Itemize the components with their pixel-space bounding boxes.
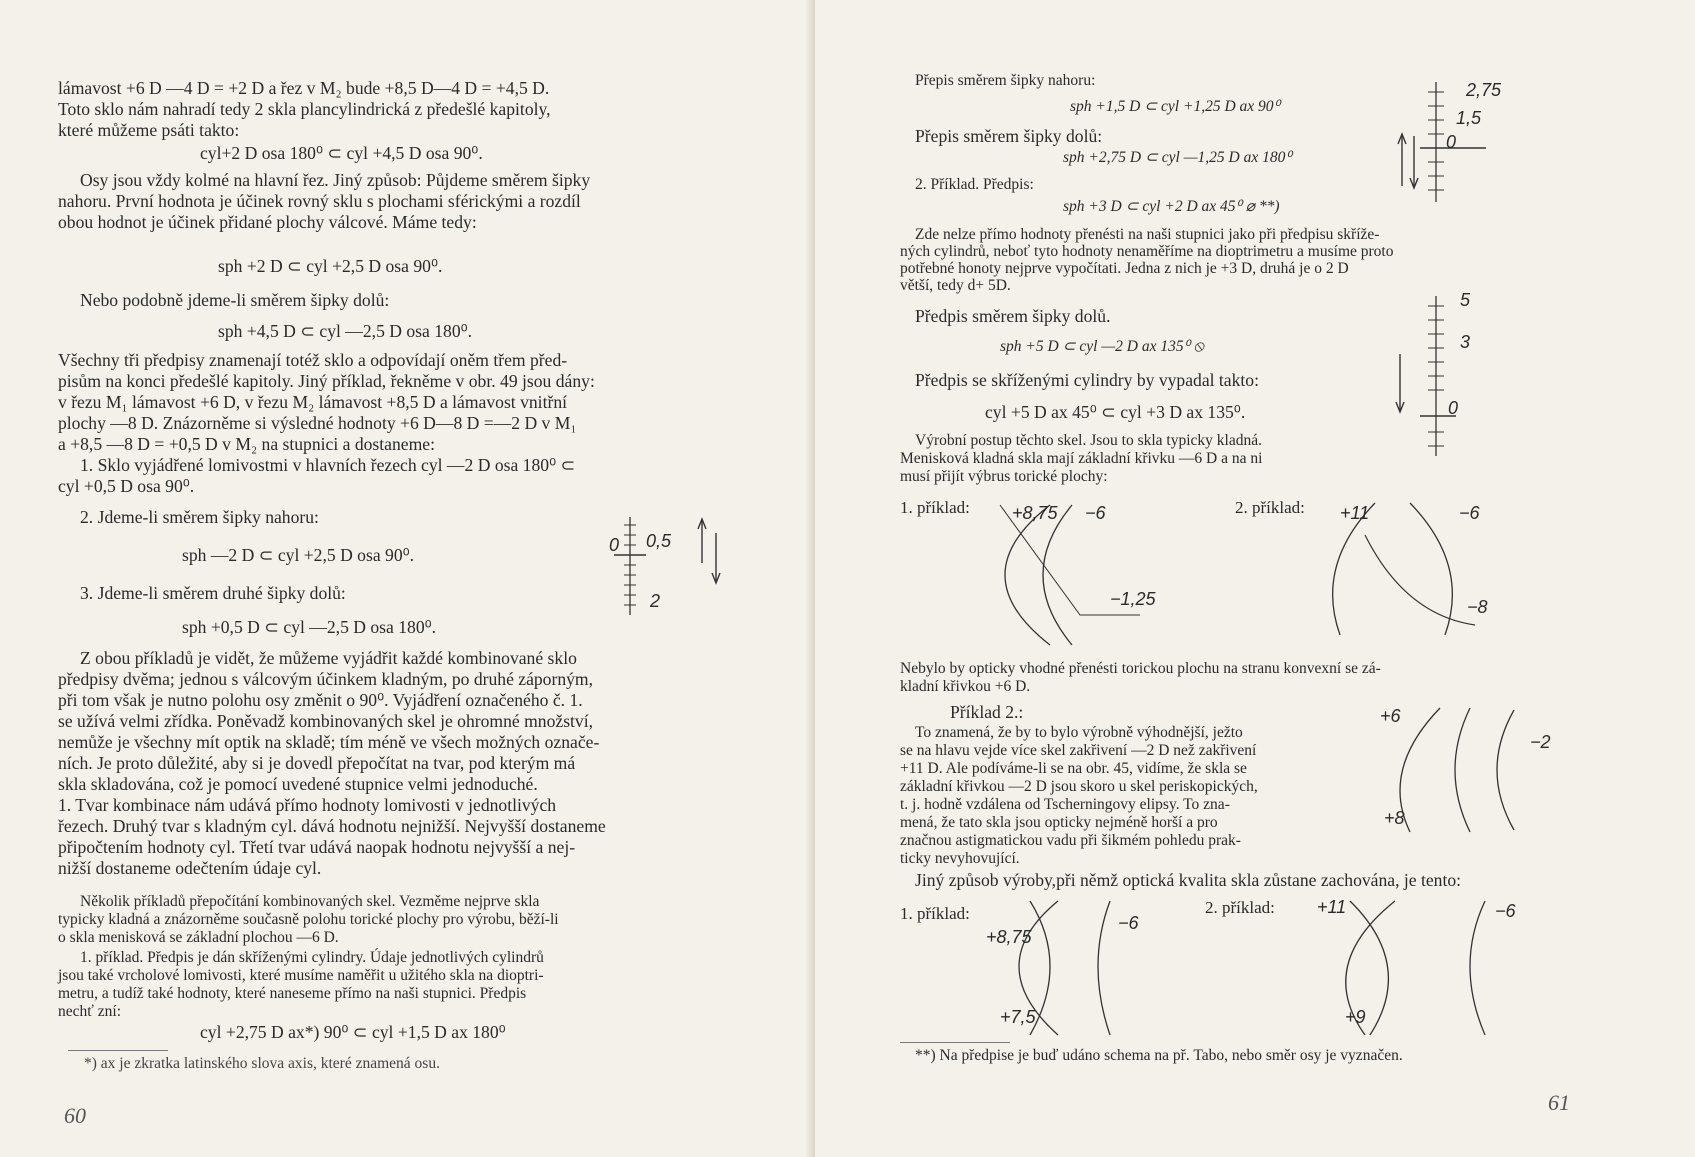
curve-label: +8,75 xyxy=(1012,503,1058,523)
text-line: Nebo podobně jdeme-li směrem šipky dolů: xyxy=(80,290,390,310)
scale-label-upper: 0,5 xyxy=(646,531,672,551)
text-line: se na hlavu vejde více skel zakřivení —2 D než zakřivení xyxy=(900,742,1257,759)
text-line: 2. Jdeme-li směrem šipky nahoru: xyxy=(80,507,319,527)
formula: cyl +2,75 D ax*) 90⁰ ⊂ cyl +1,5 D ax 180⁰ xyxy=(200,1022,506,1042)
text-line: jsou také vrcholové lomivosti, které musíme naměřit u užitého skla na dioptri- xyxy=(58,967,544,984)
text-line: se užívá velmi zřídka. Poněvadž kombinovaných skel je ohromné množství, xyxy=(58,711,594,731)
text-line: ticky nevyhovující. xyxy=(900,850,1020,867)
text-line: Jiný způsob výroby,při němž optická kvalita skla zůstane zachována, je tento: xyxy=(915,870,1462,890)
right-page xyxy=(815,0,1695,1157)
text-line: Všechny tři předpisy znamenají totéž sklo a odpovídají oněm třem před- xyxy=(58,350,568,370)
scale-label: 3 xyxy=(1460,332,1471,352)
text-line: které můžeme psáti takto: xyxy=(58,120,240,140)
formula: sph +2 D ⊂ cyl +2,5 D osa 90⁰. xyxy=(218,256,443,276)
footnote-separator xyxy=(68,1050,168,1051)
formula: sph +1,5 D ⊂ cyl +1,25 D ax 90⁰ xyxy=(1070,98,1280,115)
page-number: 61 xyxy=(1548,1090,1570,1115)
scale-label-lower: 2 xyxy=(650,591,661,611)
formula: cyl+2 D osa 180⁰ ⊂ cyl +4,5 D osa 90⁰. xyxy=(200,143,483,163)
formula: sph +4,5 D ⊂ cyl —2,5 D osa 180⁰. xyxy=(218,321,473,341)
text-line: typicky kladná a znázorněme současně polohu torické plochy pro výrobu, běží-li xyxy=(58,911,559,928)
text-line: značnou astigmatickou vadu při šikmém pohledu prak- xyxy=(900,832,1241,849)
text-line: pisům na konci předešlé kapitoly. Jiný příklad, řekněme v obr. 49 jsou dány: xyxy=(58,371,595,391)
text-line: ních. Je proto důležité, aby si je dovedl přepočítat na tvar, pod kterým má xyxy=(58,753,576,773)
lens-diagram xyxy=(1380,700,1560,840)
text-line: Toto sklo nám nahradí tedy 2 skla plancylindrická z předešlé kapitoly, xyxy=(58,99,551,119)
formula: sph +5 D ⊂ cyl —2 D ax 135⁰ ⦸ xyxy=(1000,338,1204,355)
curve-label: −6 xyxy=(1085,503,1106,523)
footnote: *) ax je zkratka latinského slova axis, které znamená osu. xyxy=(84,1055,440,1072)
text-line: +11 D. Ale podíváme-li se na obr. 45, vidíme, že skla se xyxy=(900,760,1247,777)
curve-label: +8,75 xyxy=(986,927,1032,947)
figure-label: 2. příklad: xyxy=(1205,898,1275,917)
curve-label: +11 xyxy=(1340,503,1370,523)
curve-label: +8 xyxy=(1384,808,1405,828)
text-line: musí přijít výbrus torické plochy: xyxy=(900,468,1108,485)
curve-label: −8 xyxy=(1467,597,1488,617)
text-line: 1. Tvar kombinace nám udává přímo hodnoty lomivosti v jednotlivých xyxy=(58,795,557,815)
text-line: Menisková kladná skla mají základní křivku —6 D a na ni xyxy=(900,450,1263,467)
text-line: To znamená, že by to bylo výrobně výhodnější, ježto xyxy=(915,724,1243,741)
scale-label: 0 xyxy=(1446,132,1457,152)
text-line: a +8,5 —8 D = +0,5 D v M₂ na stupnici a dostaneme: xyxy=(58,434,435,454)
text-line: plochy —8 D. Znázorněme si výsledné hodnoty +6 D—8 D =—2 D v M₁ xyxy=(58,413,577,433)
formula: sph —2 D ⊂ cyl +2,5 D osa 90⁰. xyxy=(182,545,415,565)
text-line: skla skladována, což je pomocí uvedené stupnice velmi jednoduché. xyxy=(58,774,538,794)
lens-diagram xyxy=(1235,495,1555,645)
text-line: Přepis směrem šipky dolů: xyxy=(915,126,1103,146)
text-line: mená, že tato skla jsou opticky nejméně horší a pro xyxy=(900,814,1218,831)
figure-label: 2. příklad: xyxy=(1235,498,1305,517)
curve-label: +7,5 xyxy=(1000,1007,1036,1027)
dioptric-scale-figure xyxy=(600,515,740,625)
text-line: Nebylo by opticky vhodné přenésti torickou plochu na stranu konvexní se zá- xyxy=(900,660,1381,677)
text-line: potřebné honoty nejprve vypočítati. Jedna z nich je +3 D, druhá je o 2 D xyxy=(900,260,1349,277)
formula: sph +3 D ⊂ cyl +2 D ax 45⁰ ⌀ **) xyxy=(1063,198,1280,215)
text-line: Osy jsou vždy kolmé na hlavní řez. Jiný způsob: Půjdeme směrem šipky xyxy=(80,170,591,190)
curve-label: −6 xyxy=(1459,503,1480,523)
lens-diagram xyxy=(900,895,1200,1040)
dioptric-scale-figure xyxy=(1390,78,1530,208)
text-line: ných cylindrů, neboť tyto hodnoty nenaměříme na dioptrimetru a musíme proto xyxy=(900,243,1394,260)
text-line: Příklad 2.: xyxy=(950,702,1024,722)
scale-label-top: 0 xyxy=(608,535,620,555)
text-line: předpisy dvěma; jednou s válcovým účinkem kladným, po druhé záporným, xyxy=(58,669,594,689)
text-line: Výrobní postup těchto skel. Jsou to skla typicky kladná. xyxy=(915,432,1262,449)
figure-label: 1. příklad: xyxy=(900,904,970,923)
scale-label: 5 xyxy=(1460,290,1471,310)
formula: sph +2,75 D ⊂ cyl —1,25 D ax 180⁰ xyxy=(1063,149,1292,166)
text-line: 3. Jdeme-li směrem druhé šipky dolů: xyxy=(80,583,346,603)
page-number: 60 xyxy=(64,1103,86,1128)
text-line: Zde nelze přímo hodnoty přenésti na naši stupnici jako při předpisu skříže- xyxy=(915,226,1380,243)
curve-label: +9 xyxy=(1345,1007,1366,1027)
scale-label: 1,5 xyxy=(1456,108,1482,128)
footnote: **) Na předpise je buď udáno schema na př. Tabo, nebo směr osy je vyznačen. xyxy=(915,1047,1403,1064)
text-line: cyl +0,5 D osa 90⁰. xyxy=(58,476,195,496)
scale-label: 0 xyxy=(1448,398,1459,418)
text-line: t. j. hodně vzdálena od Tscherningovy elipsy. To zna- xyxy=(900,796,1230,813)
curve-label: −6 xyxy=(1118,913,1139,933)
formula: cyl +5 D ax 45⁰ ⊂ cyl +3 D ax 135⁰. xyxy=(985,402,1246,422)
curve-label: +6 xyxy=(1380,706,1401,726)
text-line: 1. Sklo vyjádřené lomivostmi v hlavních řezech cyl —2 D osa 180⁰ ⊂ xyxy=(80,455,576,475)
curve-label: +11 xyxy=(1317,897,1347,917)
text-line: o skla menisková se základní plochou —6 D. xyxy=(58,929,339,946)
text-line: kladní křivkou +6 D. xyxy=(900,678,1031,695)
text-line: nemůže je všechny mít optik na skladě; tím méně ve všech možných označe- xyxy=(58,732,600,752)
text-line: základní křivkou —2 D jsou skoro u skel periskopických, xyxy=(900,778,1258,795)
footnote-separator xyxy=(900,1042,1010,1043)
dioptric-scale-figure xyxy=(1390,292,1510,462)
text-line: nahoru. První hodnota je účinek rovný sklu s plochami sférickými a rozdíl xyxy=(58,191,581,211)
scale-label: 2,75 xyxy=(1466,80,1502,100)
curve-label: −6 xyxy=(1495,901,1516,921)
curve-label: −2 xyxy=(1530,732,1551,752)
lens-diagram xyxy=(900,495,1200,645)
text-line: připočtením hodnoty cyl. Třetí tvar udává naopak hodnotu nejvyšší a nej- xyxy=(58,837,576,857)
text-line: Předpis se skříženými cylindry by vypadal takto: xyxy=(915,370,1259,390)
text-line: nechť zní: xyxy=(58,1003,121,1020)
curve-label: −1,25 xyxy=(1110,589,1156,609)
left-page xyxy=(0,0,815,1157)
text-line: nižší dostaneme odečtením údaje cyl. xyxy=(58,858,322,878)
text-line: 2. Příklad. Předpis: xyxy=(915,176,1034,193)
text-line: větší, tedy d+ 5D. xyxy=(900,277,1011,294)
text-line: v řezu M₁ lámavost +6 D, v řezu M₂ lámavost +8,5 D a lámavost vnitřní xyxy=(58,392,567,412)
text-line: metru, a tudíž také hodnoty, které naneseme přímo na naši stupnici. Předpis xyxy=(58,985,527,1002)
lens-diagram xyxy=(1205,895,1565,1040)
text-line: Předpis směrem šipky dolů. xyxy=(915,306,1111,326)
text-line: Z obou příkladů je vidět, že můžeme vyjádřit každé kombinované sklo xyxy=(80,648,577,668)
figure-label: 1. příklad: xyxy=(900,498,970,517)
text-line: lámavost +6 D —4 D = +2 D a řez v M₂ bude +8,5 D—4 D = +4,5 D. xyxy=(58,78,550,98)
text-line: Několik příkladů přepočítání kombinovaných skel. Vezměme nejprve skla xyxy=(80,893,540,910)
text-line: obou hodnot je účinek přidané plochy válcové. Máme tedy: xyxy=(58,212,477,232)
text-line: Přepis směrem šipky nahoru: xyxy=(915,72,1096,89)
text-line: 1. příklad. Předpis je dán skříženými cylindry. Údaje jednotlivých cylindrů xyxy=(80,949,544,966)
formula: sph +0,5 D ⊂ cyl —2,5 D osa 180⁰. xyxy=(182,617,437,637)
text-line: řezech. Druhý tvar s kladným cyl. dává hodnotu nejnižší. Nejvyšší dostaneme xyxy=(58,816,606,836)
text-line: při tom však je nutno polohu osy změnit o 90⁰. Vyjádření označeného č. 1. xyxy=(58,690,583,710)
